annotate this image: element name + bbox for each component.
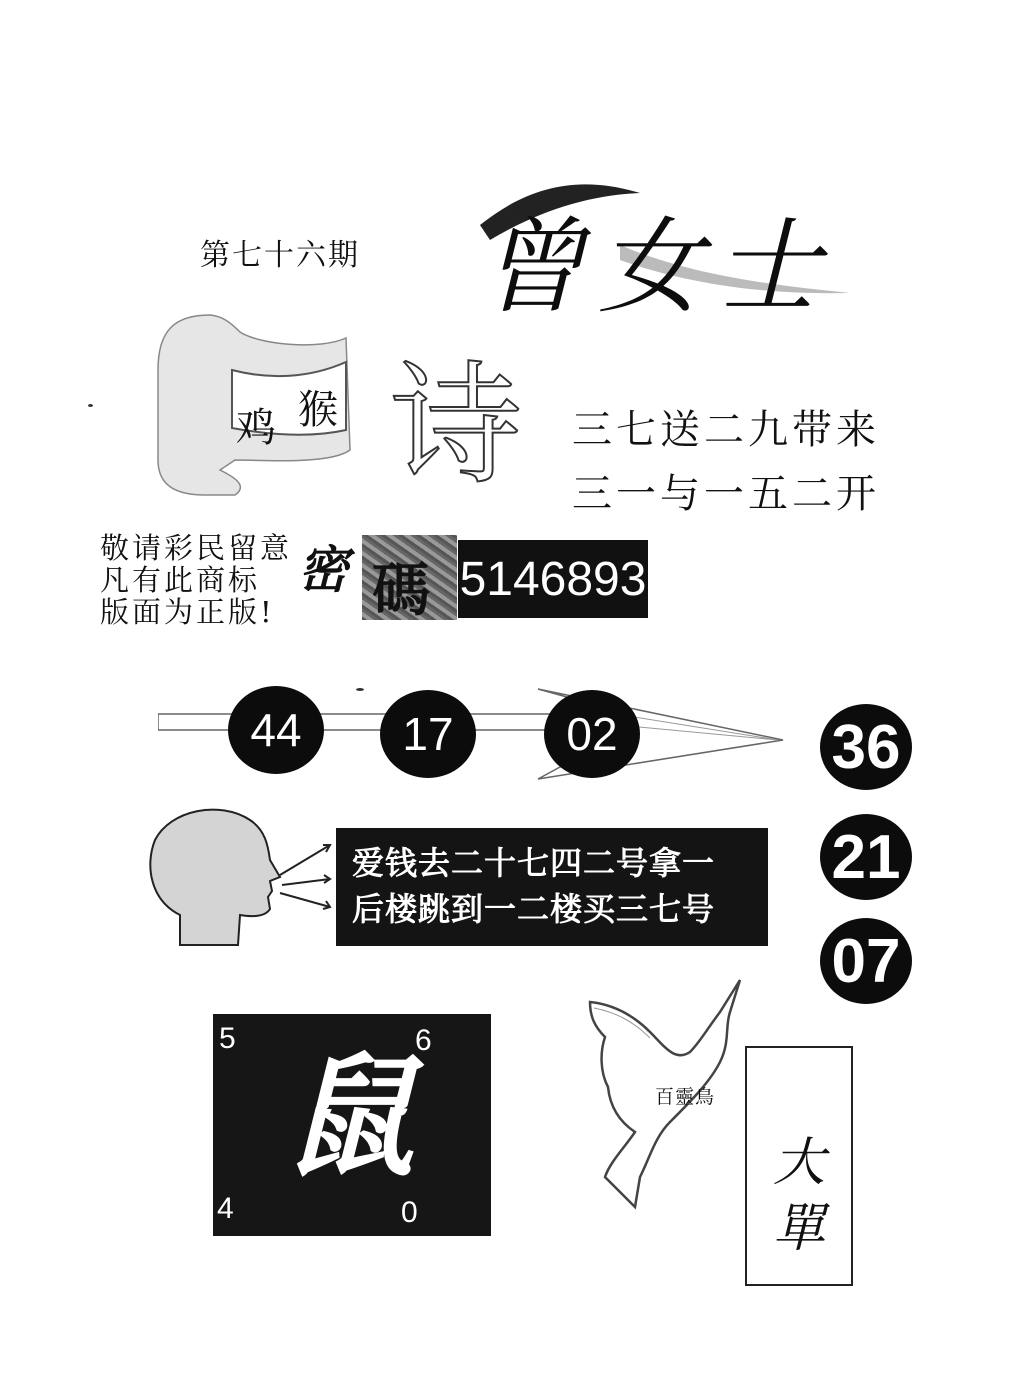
big-bet-char-2: 單 [772,1199,825,1259]
number-ball: 17 [380,690,476,778]
brand-title-text: 曾女士 [480,206,835,328]
speck [356,688,364,691]
notice [100,532,292,628]
number-ball: 44 [228,686,324,774]
number-ball-large: 36 [820,704,912,790]
card-word-monkey: 猴 [298,387,338,433]
corner-number: 6 [415,1024,432,1057]
big-bet-box [745,1046,853,1286]
poem-line-1: 三七送二九带来 [572,407,880,453]
hint-line-1: 爱钱去二十七四二号拿一 [352,844,716,882]
code-stamp [362,535,457,620]
poem-label-text: 诗 [390,349,522,503]
speaking-head-icon [140,805,340,955]
number-ball: 02 [544,690,640,778]
corner-number: 0 [401,1196,418,1229]
brand-title [470,165,930,328]
corner-number: 4 [217,1192,234,1225]
hint-box [336,828,768,946]
card-word-chicken: 鸡 [236,405,276,451]
secret-mark [296,530,356,620]
rat-character: 鼠 [283,1040,415,1195]
notice-line-2: 凡有此商标 [100,563,261,597]
zodiac-rat-box [213,1014,491,1236]
number-ball-large: 07 [820,918,912,1004]
poem-line-2: 三一与一五二开 [572,471,880,517]
speck [88,404,93,407]
zodiac-card [150,310,360,500]
secret-mark-text: 密 [298,540,348,599]
number-ball-large: 21 [820,814,912,900]
notice-line-1: 敬请彩民留意 [100,531,293,565]
notice-line-3: 版面为正版! [100,595,275,629]
secret-code: 5146893 [458,540,648,618]
code-stamp-text: 碼 [372,556,431,620]
corner-number: 5 [219,1022,236,1055]
poem-label [390,349,522,510]
big-bet-char-1: 大 [772,1133,825,1193]
issue-number: 第七十六期 [200,238,360,273]
dove-label: 百靈鳥 [655,1086,716,1108]
hint-line-2: 后楼跳到一二楼买三七号 [352,890,716,928]
